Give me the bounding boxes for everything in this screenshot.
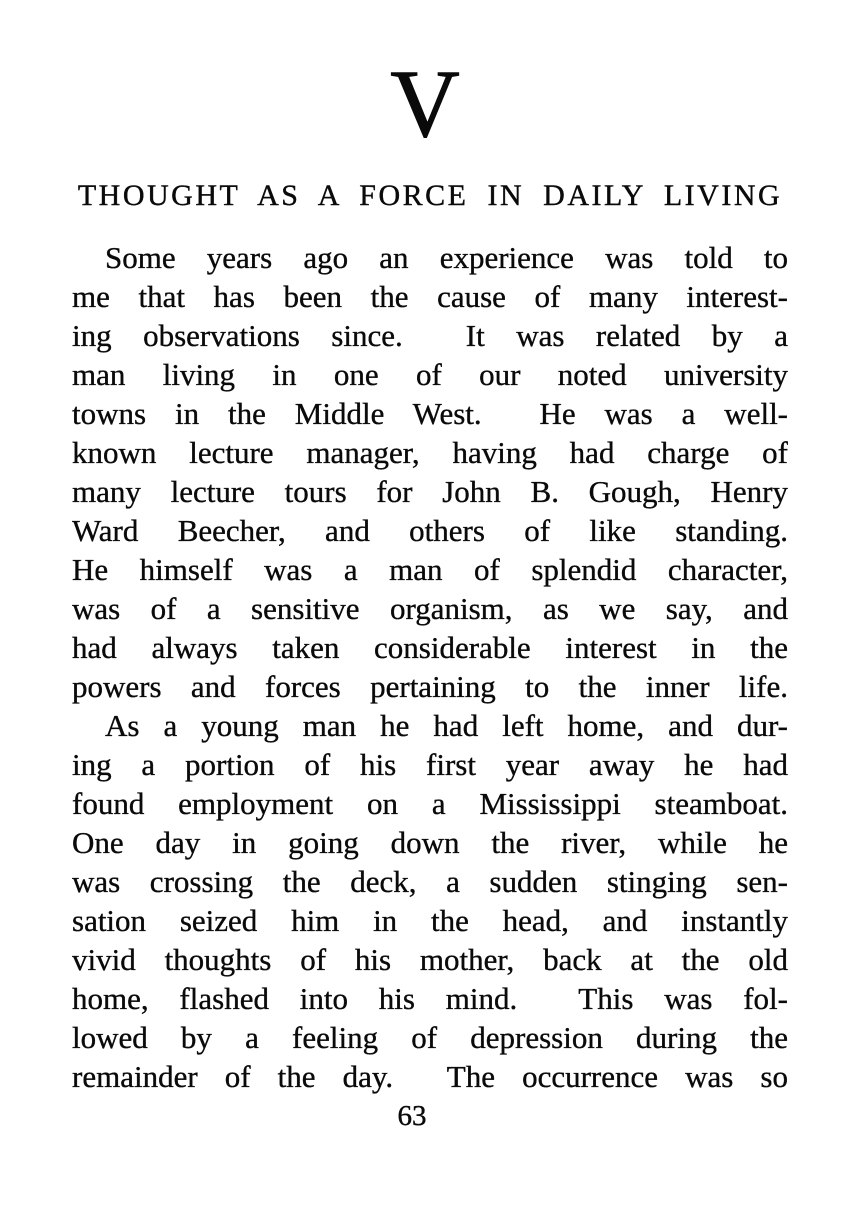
paragraph-2 [72,706,788,1096]
text-line: man living in one of our noted university [72,357,788,392]
text-line: He himself was a man of splendid character, [72,552,788,587]
text-line: powers and forces pertaining to the inner life. [72,669,788,704]
body-text [72,238,788,1096]
text-line: Ward Beecher, and others of like standing. [72,513,788,548]
text-line: towns in the Middle West. He was a well- [72,396,788,431]
text-line: known lecture manager, having had charge of [72,435,788,470]
text-line: One day in going down the river, while he [72,825,788,860]
chapter-numeral: V [390,50,460,157]
text-line: remainder of the day. The occurrence was so [72,1059,788,1094]
paragraph-1 [72,238,788,706]
text-line: ing observations since. It was related by a [72,318,788,353]
text-line: vivid thoughts of his mother, back at the old [72,942,788,977]
text-line: home, flashed into his mind. This was fol- [72,981,788,1016]
text-line: was crossing the deck, a sudden stinging sen- [72,864,788,899]
text-line: Some years ago an experience was told to [105,240,788,275]
chapter-title: THOUGHT AS A FORCE IN DAILY LIVING [77,179,783,212]
text-line: many lecture tours for John B. Gough, Henry [72,474,788,509]
text-line: As a young man he had left home, and dur- [105,708,788,743]
text-line: me that has been the cause of many interest- [72,279,788,314]
page-number: 63 [397,1100,427,1132]
text-line: found employment on a Mississippi steamboat. [72,786,788,821]
text-line: lowed by a feeling of depression during the [72,1020,788,1055]
text-line: ing a portion of his first year away he had [72,747,788,782]
text-line: was of a sensitive organism, as we say, and [72,591,788,626]
text-line: had always taken considerable interest in the [72,630,788,665]
text-line: sation seized him in the head, and instantly [72,903,788,938]
